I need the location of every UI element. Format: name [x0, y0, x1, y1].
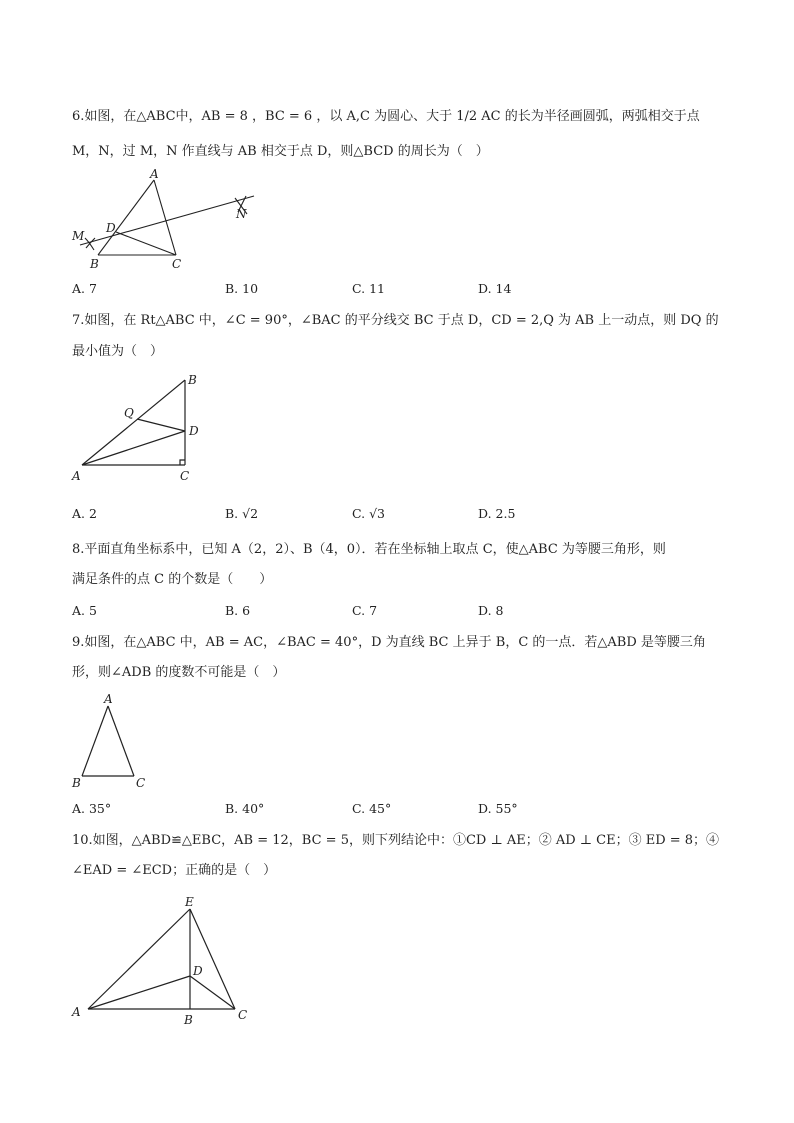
q6-label-B: B — [90, 257, 99, 271]
q10-label-A: A — [72, 1005, 81, 1019]
q6-figure — [70, 166, 270, 274]
q6-option-c: C. 11 — [352, 281, 385, 296]
q7-option-a: A. 2 — [72, 506, 97, 521]
q6-stem-line2: M，N，过 M，N 作直线与 AB 相交于点 D，则△BCD 的周长为（ ） — [72, 144, 489, 159]
q7-option-c: C. √3 — [352, 506, 385, 521]
q7-figure — [68, 368, 218, 488]
q7-option-b: B. √2 — [225, 506, 259, 521]
q8-option-d: D. 8 — [478, 603, 504, 618]
q9-label-C: C — [136, 776, 146, 790]
q10-label-E: E — [185, 895, 194, 909]
q6-label-M: M — [72, 229, 85, 243]
q6-option-d: D. 14 — [478, 281, 512, 296]
q9-label-A: A — [104, 692, 113, 706]
q7-label-D: D — [189, 424, 199, 438]
q9-option-c: C. 45° — [352, 801, 392, 816]
q8-option-c: C. 7 — [352, 603, 378, 618]
q6-label-A: A — [150, 167, 159, 181]
q10-label-B: B — [184, 1013, 193, 1027]
q9-option-b: B. 40° — [225, 801, 265, 816]
q9-stem-line1: 9.如图，在△ABC 中，AB = AC，∠BAC = 40°，D 为直线 BC 上异于 B，C 的一点．若△ABD 是等腰三角 — [72, 635, 706, 650]
q7-label-C: C — [180, 469, 190, 483]
q7-label-Q: Q — [124, 406, 134, 420]
q10-label-D: D — [193, 964, 203, 978]
q8-option-b: B. 6 — [225, 603, 251, 618]
q7-option-d: D. 2.5 — [478, 506, 516, 521]
q10-label-C: C — [238, 1008, 248, 1022]
q9-figure — [68, 690, 158, 792]
q6-label-N: N — [236, 207, 247, 221]
q10-stem-line2: ∠EAD = ∠ECD；正确的是（ ） — [72, 863, 277, 878]
q6-label-D: D — [106, 221, 116, 235]
q8-stem-line2: 满足条件的点 C 的个数是（ ） — [72, 572, 273, 587]
q7-label-A: A — [72, 469, 81, 483]
q6-stem-line1: 6.如图，在△ABC中，AB = 8 ，BC = 6 ，以 A,C 为圆心、大于 1/2 AC 的长为半径画圆弧，两弧相交于点 — [72, 109, 700, 124]
q9-option-d: D. 55° — [478, 801, 518, 816]
q6-option-a: A. 7 — [72, 281, 97, 296]
q6-label-C: C — [172, 257, 182, 271]
q9-label-B: B — [72, 776, 81, 790]
q9-option-a: A. 35° — [72, 801, 112, 816]
q9-stem-line2: 形，则∠ADB 的度数不可能是（ ） — [72, 665, 286, 680]
q8-option-a: A. 5 — [72, 603, 97, 618]
q6-option-b: B. 10 — [225, 281, 259, 296]
q7-label-B: B — [188, 373, 197, 387]
q7-stem-line2: 最小值为（ ） — [72, 344, 164, 359]
q8-stem-line1: 8.平面直角坐标系中，已知 A（2，2）、B（4，0）．若在坐标轴上取点 C，使△ABC 为等腰三角形，则 — [72, 542, 666, 557]
q10-stem-line1: 10.如图，△ABD≌△EBC，AB = 12，BC = 5，则下列结论中：①CD ⊥ AE；② AD ⊥ CE；③ ED = 8；④ — [72, 833, 720, 848]
q7-stem-line1: 7.如图，在 Rt△ABC 中，∠C = 90°，∠BAC 的平分线交 BC 于点 D，CD = 2,Q 为 AB 上一动点，则 DQ 的 — [72, 313, 719, 328]
q10-figure — [68, 890, 258, 1030]
